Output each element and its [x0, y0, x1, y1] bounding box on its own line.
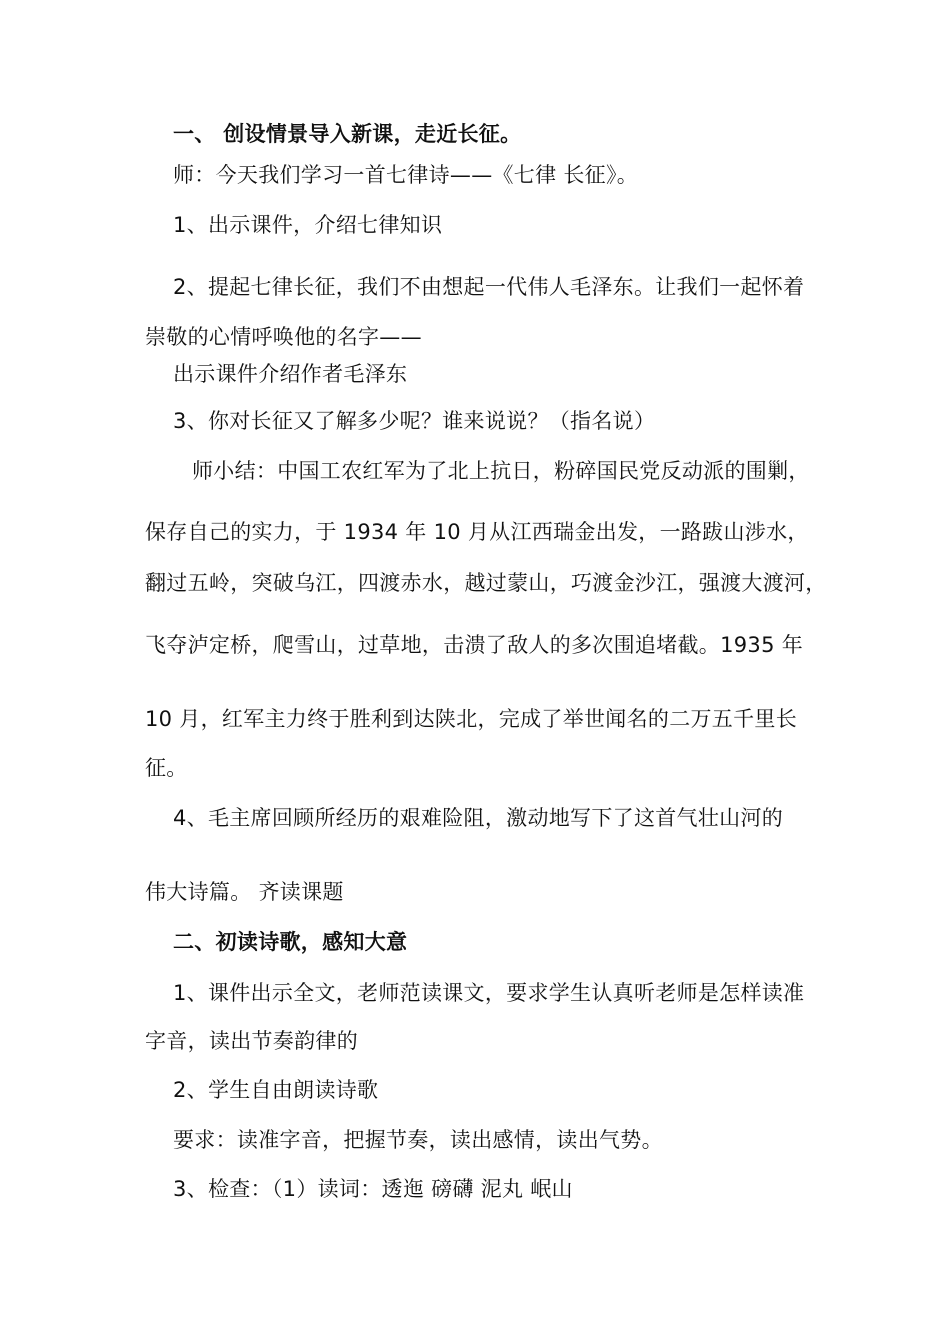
- paragraph-line: 征。: [145, 756, 188, 780]
- paragraph-line: 飞夺泸定桥，爬雪山，过草地，击溃了敌人的多次围追堵截。1935 年: [145, 633, 804, 657]
- paragraph-line: 3、你对长征又了解多少呢？谁来说说？（指名说）: [173, 409, 656, 433]
- paragraph-line: 出示课件介绍作者毛泽东: [173, 362, 408, 386]
- paragraph-line: 2、学生自由朗读诗歌: [173, 1078, 379, 1102]
- paragraph-line: 保存自己的实力，于 1934 年 10 月从江西瑞金出发，一路跋山涉水，: [145, 520, 809, 544]
- paragraph-line: 师小结：中国工农红军为了北上抗日，粉碎国民党反动派的围剿，: [192, 459, 810, 483]
- paragraph-line: 1、出示课件，介绍七律知识: [173, 213, 443, 237]
- paragraph-line: 1、课件出示全文，老师范读课文，要求学生认真听老师是怎样读准: [173, 981, 805, 1005]
- section-heading-1: 一、 创设情景导入新课，走近长征。: [173, 122, 522, 146]
- paragraph-line: 崇敬的心情呼唤他的名字——: [145, 325, 422, 349]
- paragraph-line: 翻过五岭，突破乌江，四渡赤水，越过蒙山，巧渡金沙江，强渡大渡河，: [145, 571, 827, 595]
- paragraph-line: 4、毛主席回顾所经历的艰难险阻，激动地写下了这首气壮山河的: [173, 806, 784, 830]
- paragraph-line: 字音，读出节奏韵律的: [145, 1029, 358, 1053]
- paragraph-line: 2、提起七律长征，我们不由想起一代伟人毛泽东。让我们一起怀着: [173, 275, 805, 299]
- paragraph-line: 伟大诗篇。 齐读课题: [145, 880, 344, 904]
- paragraph-line: 3、检查：（1）读词：透迤 磅礴 泥丸 岷山: [173, 1177, 573, 1201]
- section-heading-2: 二、初读诗歌，感知大意: [173, 930, 408, 954]
- paragraph-line: 10 月，红军主力终于胜利到达陕北，完成了举世闻名的二万五千里长: [145, 707, 797, 731]
- paragraph-line: 师：今天我们学习一首七律诗——《七律 长征》。: [173, 163, 639, 187]
- paragraph-line: 要求：读准字音，把握节奏，读出感情，读出气势。: [173, 1128, 663, 1152]
